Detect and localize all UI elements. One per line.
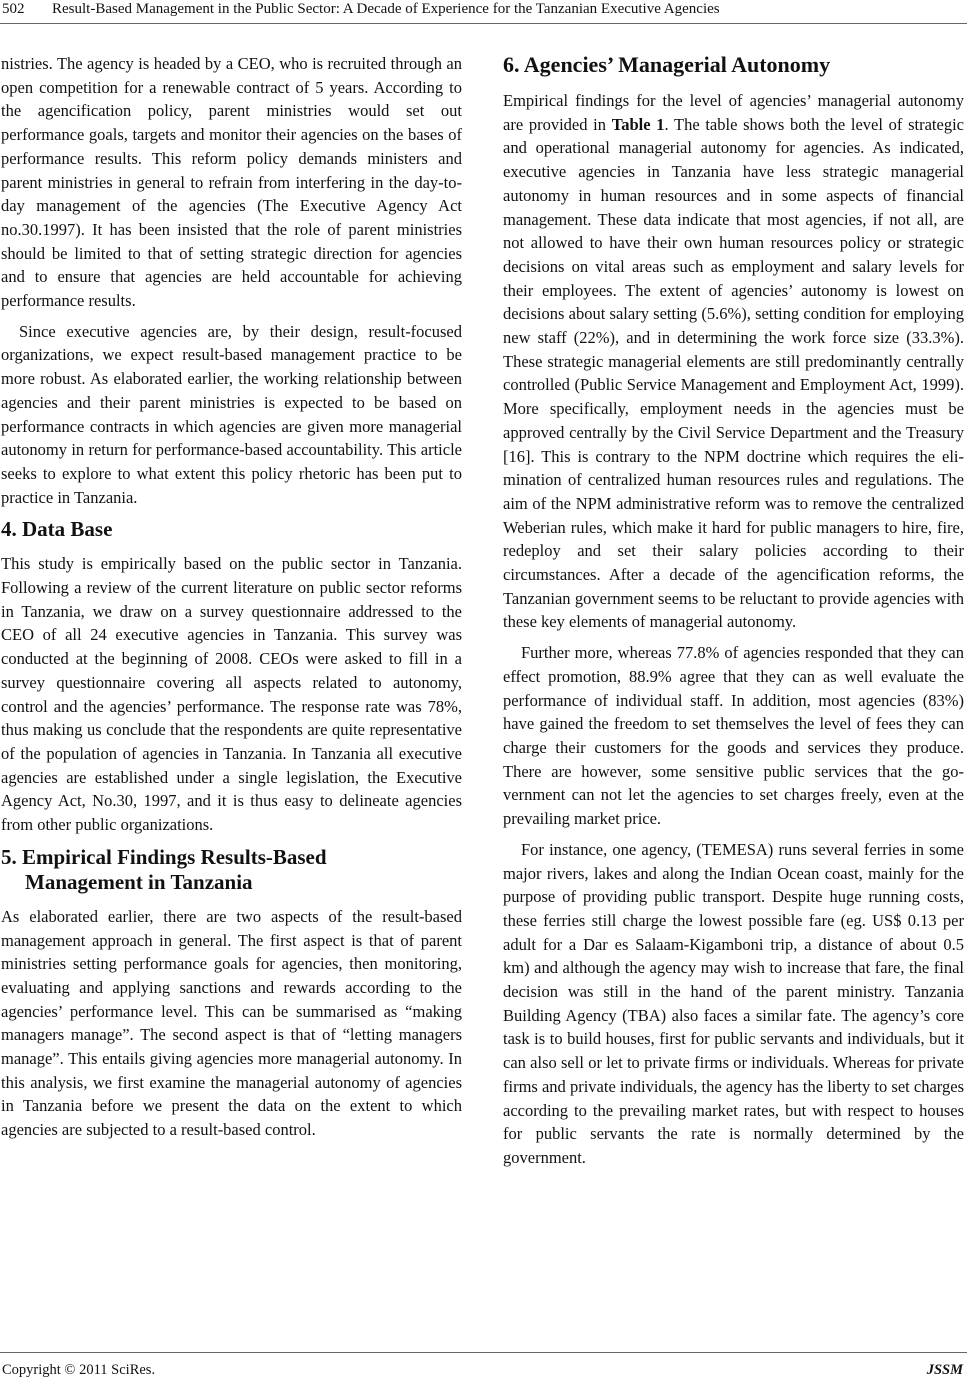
page-footer bbox=[0, 1352, 967, 1386]
paragraph-agency-ceo: nistries. The agency is headed by a CEO, who is recruited through an open competition for a renewable contract of 5 years. According to the agencification policy, parent ministries would set out performance goals, targets and monitor their agencies on the bases of performance results. This reform policy demands ministers and parent ministries in general to refrain from interfering in the day-to-day management of the agencies (The Executive Agency Act no.30.1997). It has been insisted that the role of parent ministries should be limited to that of setting strategic direction for agencies and to ensure that agencies are held accountable for achieving performance results. bbox=[1, 54, 462, 311]
text-run: Empirical findings for the level of agencies’ managerial autonomy are provided in bbox=[503, 91, 964, 134]
running-title: Result-Based Management in the Public Sector: A Decade of Experience for the Tanzanian Executive Agencies bbox=[52, 1, 720, 17]
paragraph-promotion-fees: Further more, whereas 77.8% of agencies responded that they can effect promotion, 88.9% agree that they can as well evaluate the performance of individual staff. In addition, most agencies (83%) have gained the freedom to set themselves the level of fees they can charge their customers for the goods and services they produce. There are however, some sensitive public services that the government can not let the agencies to set charges freely, even at the prevailing market price. bbox=[503, 643, 964, 829]
table-reference-link[interactable]: Table 1 bbox=[611, 114, 665, 134]
journal-abbreviation: JSSM bbox=[926, 1362, 963, 1378]
copyright-notice: Copyright © 2011 SciRes. bbox=[2, 1362, 156, 1378]
section-heading-empirical-findings bbox=[1, 845, 462, 895]
section-heading-line-2: Management in Tanzania bbox=[25, 869, 253, 894]
right-column bbox=[503, 52, 964, 1177]
paragraph-result-based-aspects: As elaborated earlier, there are two aspects of the result-based management approach in general. The first aspect is that of parent ministries setting performance goals for agencies, then monitoring, evaluating and applying sanctions and rewards according to the agencies’ performance level. This can be summarised as “making managers manage”. The second aspect is that of “letting managers manage”. This entails giving agencies more managerial autonomy. In this analysis, we first examine the managerial autonomy of agencies in Tanzania before we present the data on the extent to which agencies are subjected to a result-based control. bbox=[1, 906, 462, 1140]
paragraph-temesa-tba: For instance, one agency, (TEMESA) runs several ferries in some major rivers, lakes and along the Indian Ocean coast, mainly for the purpose of providing public transport. Despite huge running costs, these ferries still charge the lowest possible fare (eg. US$ 0.13 per adult for a Dar es Salaam-Kigamboni trip, a distance of about 0.5 km) and although the agency may wish to increase that fare, the final decision was still in the hand of the parent ministry. Tanzania Building Agency (TBA) also faces a similar fate. The agency’s core task is to build houses, first for public servants and individuals, but it can also sell or let to private firms or individuals. Whereas for private firms and private individuals, the agency has the liberty to set charges according to the prevailing market rates, but with respect to houses for public servants the rate is normally determined by the government. bbox=[503, 839, 964, 1167]
paragraph-autonomy-findings bbox=[503, 89, 964, 634]
section-heading-data-base: 4. Data Base bbox=[1, 517, 113, 542]
paragraph-data-base: This study is empirically based on the public sector in Tanzania. Following a review of the current literature on public sector reforms in Tanzania, we draw on a survey questionnaire addressed to the CEO of all 24 executive agencies in Tanzania. This survey was conducted at the beginning of 2008. CEOs were asked to fill in a survey questionnaire covering all aspects related to autonomy, control and the agencies’ performance. The response rate was 78%, thus making us conclude that the respondents are quite representative of the population of agencies in Tanzania. In Tanzania all executive agencies are established under a single legislation, the Executive Agency Act, No.30, 1997, and it is thus easy to delineate agencies from other public organizations. bbox=[1, 554, 462, 835]
left-column bbox=[1, 52, 462, 1149]
section-heading-line-1: 5. Empirical Findings Results-Based bbox=[1, 844, 327, 869]
text-run: . The table shows both the level of strategic and operational managerial autonomy for agencies. As indicated, executive agencies in Tanzania have less strategic managerial autonomy in human resources and in some aspects of financial management. These data indicate that most agencies, if not all, are not allowed to have their own human resources policy or strategic decisions on vital areas such as employment and salary levels for their employees. The extent of agencies’ autonomy is lowest on decisions about salary setting (5.6%), setting condition for employing new staff (22%), and in determining the work force size (33.3%). These strategic managerial elements are still predominantly centrally controlled (Public Service Management and Employment Act, 1999). More specifically, employment needs in the agencies must be approved centrally by the Civil Service Department and the Treasury [16]. This is contrary to the NPM doctrine which requires the elimination of centralized human resources rules and regulations. The aim of the NPM administrative reform was to remove the centralized Weberian rules, which make it hard for public managers to hire, fire, redeploy and set their salary policies according to their circumstances. After a decade of the agencification reforms, the Tanzanian government seems to be reluctant to provide agencies with these key elements of managerial autonomy. bbox=[503, 114, 964, 632]
page-header bbox=[0, 0, 967, 24]
page-number: 502 bbox=[2, 1, 25, 17]
paragraph-result-focused: Since executive agencies are, by their design, result-focused organizations, we expect result-based management practice to be more robust. As elaborated earlier, the working relationship between agencies and their parent ministries is expected to be based on performance contracts in which agencies are given more managerial autonomy in return for performance-based accountability. This article seeks to explore to what extent this policy rhetoric has been put to practice in Tanzania. bbox=[1, 321, 462, 507]
section-heading-managerial-autonomy: 6. Agencies’ Managerial Autonomy bbox=[503, 52, 831, 77]
